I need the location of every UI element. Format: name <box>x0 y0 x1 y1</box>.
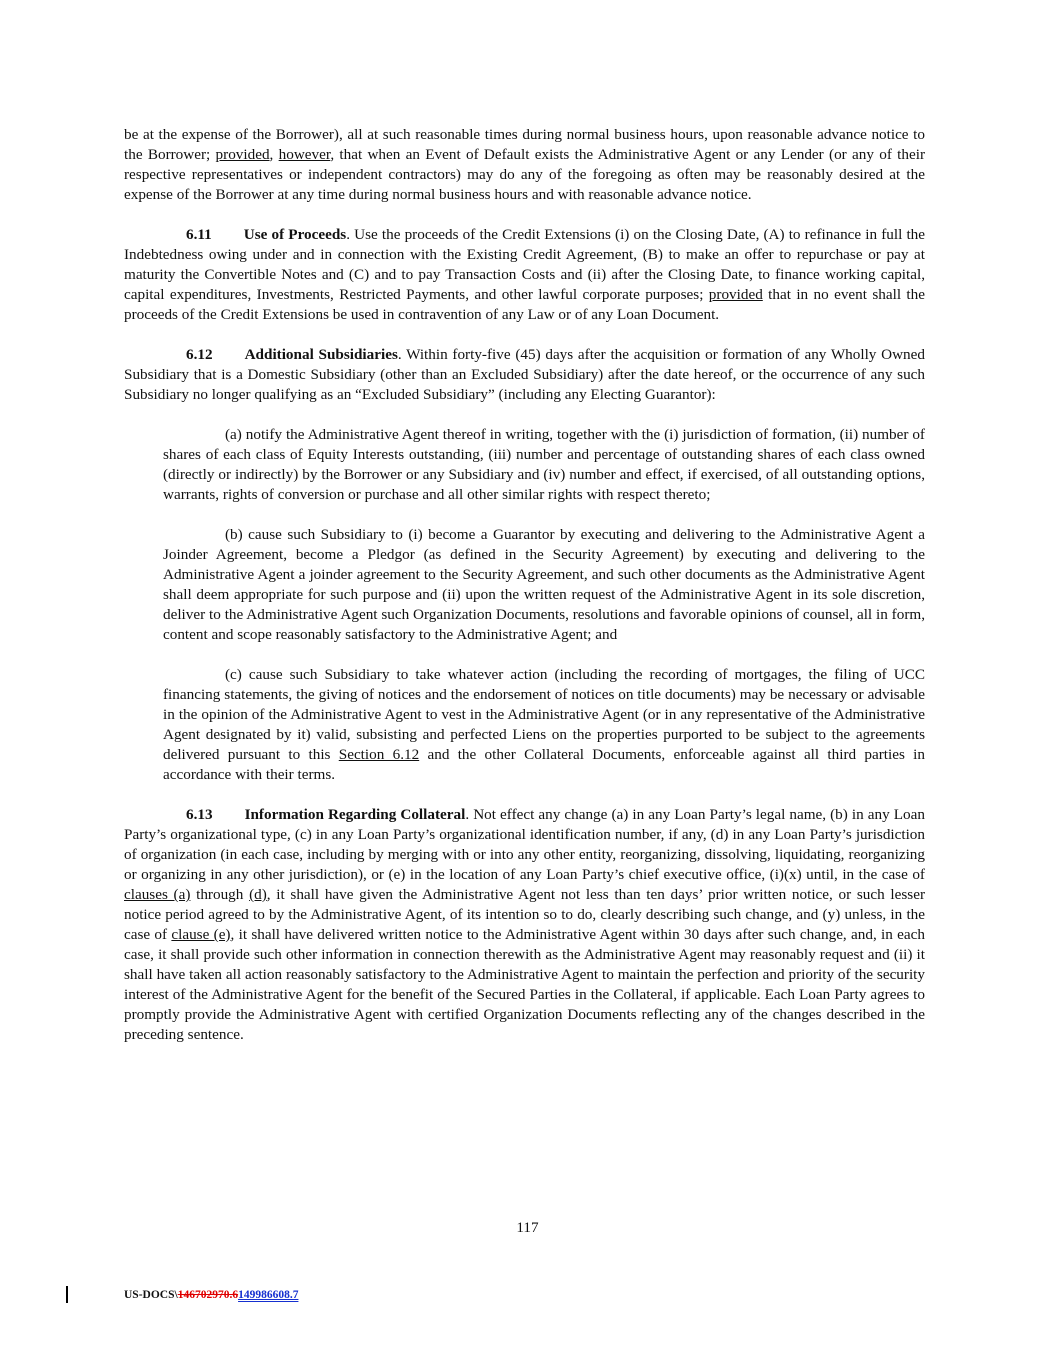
section-number: 6.13 <box>186 806 213 823</box>
text-run: . Use the proceeds of the Credit Extensions (i) on the Closing Date, (A) to refinance in full the Indebtedness owing under and in connection with the Existing Credit Agreement, (B) to make an offer to repurchase or pay at maturity the Convertible Notes and (C) and to pay Transaction Costs and (ii) after the Closing Date, to finance working capital, capital expenditures, Investments, Restricted Payments, and other lawful corporate purposes; <box>124 226 925 303</box>
text-run: . Not effect any change (a) in any Loan Party’s legal name, (b) in any Loan Party’s organizational type, (c) in any Loan Party’s organizational identification number, if any, (d) in any Loan Party’s jurisdiction of organization (in each case, including by merging with or into any other entity, reorganizing, dissolving, liquidating, reorganizing or organizing in any other jurisdiction), or (e) in the location of any Loan Party’s chief executive office, (i)(x) until, in the case of <box>124 806 925 883</box>
section-6-12 <box>124 345 925 405</box>
text-run: , <box>269 146 279 163</box>
page-number: 117 <box>516 1219 539 1236</box>
clause-reference: clauses (a) <box>124 886 191 903</box>
text-run: and the other Collateral Documents, enforceable against all third parties in accordance with their terms. <box>163 746 925 783</box>
clause-b: (b) cause such Subsidiary to (i) become a Guarantor by executing and delivering to the Administrative Agent a Joinder Agreement, become a Pledgor (as defined in the Security Agreement) by executing and delivering to the Administrative Agent a joinder agreement to the Security Agreement, and such other documents as the Administrative Agent shall deem appropriate for such purpose and (ii) upon the written request of the Administrative Agent in its sole discretion, deliver to the Administrative Agent such Organization Documents, resolutions and favorable opinions of counsel, all in form, content and scope reasonably satisfactory to the Administrative Agent; and <box>163 526 925 643</box>
text-run: , that when an Event of Default exists the Administrative Agent or any Lender (or any of their respective representatives or independent contractors) may do any of the foregoing as often may be reasonably desired at the expense of the Borrower at any time during normal business hours and with reasonable advance notice. <box>124 146 925 203</box>
deleted-doc-number: 146702970.6 <box>177 1289 239 1301</box>
document-id-footer <box>124 1289 298 1301</box>
section-number: 6.11 <box>186 226 212 243</box>
doc-id-prefix: US-DOCS\ <box>124 1289 178 1301</box>
section-6-11 <box>124 225 925 325</box>
clause-a: (a) notify the Administrative Agent thereof in writing, together with the (i) jurisdiction of formation, (ii) number of shares of each class of Equity Interests outstanding, (iii) number and percentage of outstanding shares of each class owned (directly or indirectly) by the Borrower or any Subsidiary and (iv) number and effect, if exercised, of all outstanding options, warrants, rights of conversion or purchase and all other similar rights with respect thereto; <box>163 426 925 503</box>
section-number: 6.12 <box>186 346 213 363</box>
text-run: that in no event shall the proceeds of the Credit Extensions be used in contravention of any Law or of any Loan Document. <box>124 286 925 323</box>
section-heading: Use of Proceeds <box>243 226 347 243</box>
clause-c <box>163 665 925 785</box>
text-run: (c) cause such Subsidiary to take whatever action (including the recording of mortgages, the filing of UCC financing statements, the giving of notices and the endorsement of notices on title documents) may be necessary or advisable in the opinion of the Administrative Agent to vest in the Administrative Agent (or in any representative of the Administrative Agent designated by it) valid, subsisting and perfected Liens on the properties purported to be subject to the agreements delivered pursuant to this <box>163 666 925 763</box>
body-text <box>124 125 925 1065</box>
provided-term: provided <box>215 146 270 163</box>
section-heading: Information Regarding Collateral <box>244 806 466 823</box>
section-6-13 <box>124 805 925 1045</box>
clause-reference: (d) <box>249 886 267 903</box>
text-run: , it shall have given the Administrative Agent not less than ten days’ prior written notice, or such lesser notice period agreed to by the Administrative Agent, of its intention so to do, clearly describing such change, and (y) unless, in the case of <box>124 886 925 943</box>
section-heading: Additional Subsidiaries <box>244 346 398 363</box>
clause-reference: clause (e) <box>171 926 231 943</box>
section-reference: Section 6.12 <box>338 746 420 763</box>
continuation-paragraph <box>124 125 925 205</box>
change-bar <box>66 1286 68 1303</box>
provided-term: provided <box>708 286 763 303</box>
however-term: however <box>278 146 331 163</box>
text-run: , it shall have delivered written notice to the Administrative Agent within 30 days after such change, and, in each case, it shall provide such other information in connection therewith as the Administrative Agent may reasonably request and (ii) it shall have taken all action reasonably satisfactory to the Administrative Agent to maintain the perfection and priority of the security interest of the Administrative Agent for the benefit of the Secured Parties in the Collateral, if applicable. Each Loan Party agrees to promptly provide the Administrative Agent with certified Organization Documents reflecting any of the changes described in the preceding sentence. <box>124 926 925 1043</box>
text-run: be at the expense of the Borrower), all at such reasonable times during normal business hours, upon reasonable advance notice to the Borrower; <box>124 126 925 163</box>
text-run: through <box>190 886 250 903</box>
inserted-doc-number: 149986608.7 <box>238 1289 299 1301</box>
text-run: . Within forty-five (45) days after the acquisition or formation of any Wholly Owned Subsidiary that is a Domestic Subsidiary (other than an Excluded Subsidiary) after the date hereof, or the occurrence of any such Subsidiary no longer qualifying as an “Excluded Subsidiary” (including any Electing Guarantor): <box>124 346 925 403</box>
